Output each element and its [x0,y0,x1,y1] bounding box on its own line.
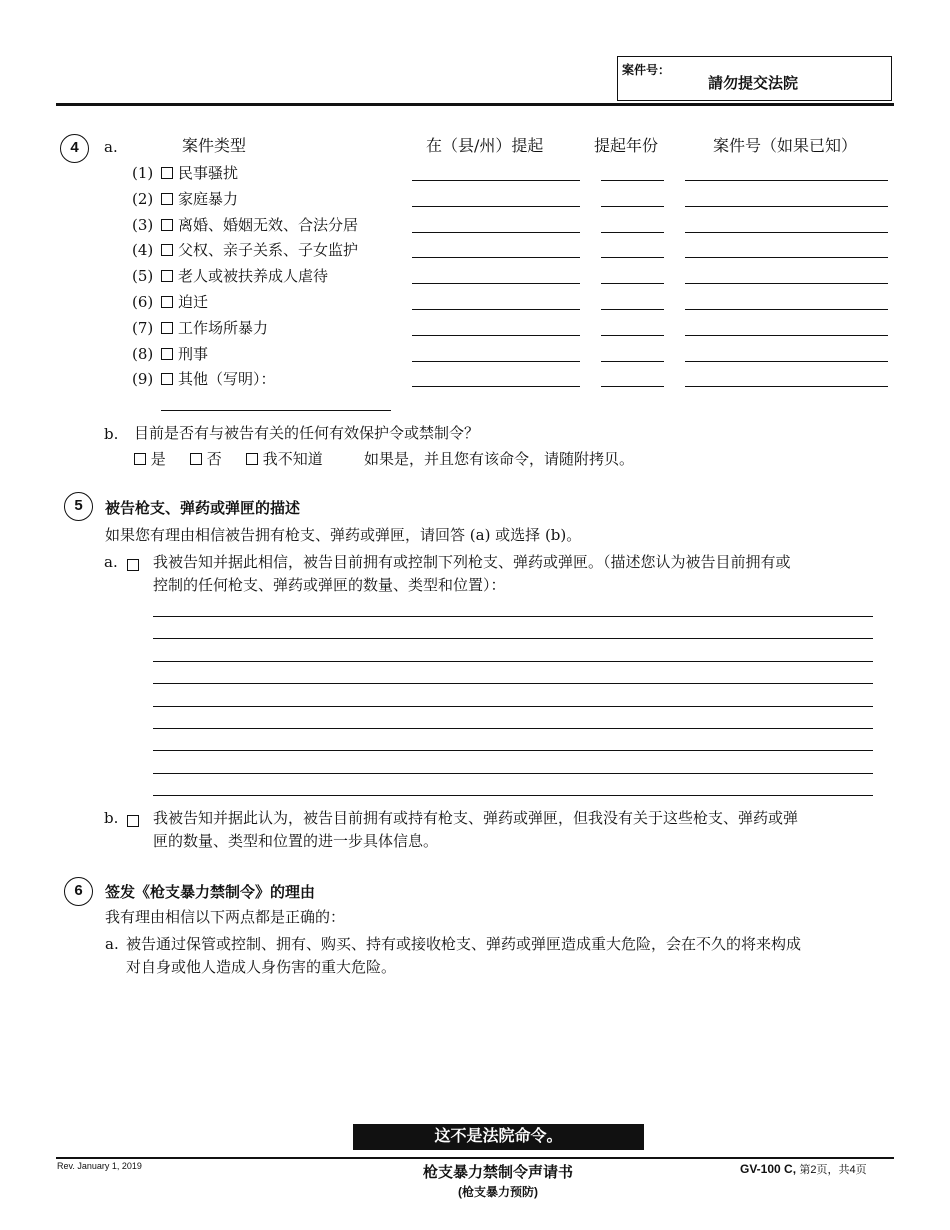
form-code-page [740,1161,867,1177]
section-5-intro: 如果您有理由相信被告拥有枪支、弹药或弹匣，请回答 (a) 或选择 (b)。 [105,526,582,544]
county-input-line[interactable] [412,309,580,310]
case-number-input-line[interactable] [685,232,888,233]
case-type-number: (2) [132,190,154,208]
year-input-line[interactable] [601,283,664,284]
case-type-number: (4) [132,241,154,259]
case-type-number: (3) [132,216,154,234]
case-type-label: 刑事 [178,345,209,363]
section-5a-checkbox[interactable] [127,555,139,574]
other-specify-line[interactable] [161,410,391,411]
column-case-type: 案件类型 [182,136,247,155]
section-5b-text-1: 我被告知并据此认为，被告目前拥有或持有枪支、弹药或弹匣，但我没有关于这些枪支、弹药或弹 [153,809,799,827]
county-input-line[interactable] [412,386,580,387]
case-type-number: (9) [132,370,154,388]
case-number-input-line[interactable] [685,206,888,207]
description-line[interactable] [153,706,873,707]
year-input-line[interactable] [601,206,664,207]
case-number-input-line[interactable] [685,283,888,284]
case-type-number: (7) [132,319,154,337]
case-type-label: 迫迁 [178,293,209,311]
section-6-number: 6 [64,877,93,906]
description-line[interactable] [153,683,873,684]
case-type-label: 离婚、婚姻无效、合法分居 [178,216,359,234]
section-6-intro: 我有理由相信以下两点都是正确的： [105,908,346,926]
case-type-checkbox[interactable] [161,193,173,205]
case-number-label: 案件号： [622,63,671,77]
form-title: 枪支暴力禁制令声请书 [422,1164,573,1181]
order-yes-checkbox[interactable] [134,453,146,465]
section-5a-label: a. [104,553,118,571]
form-subtitle: (枪支暴力预防) [458,1185,538,1199]
section-4-number: 4 [60,134,89,163]
case-type-label: 老人或被扶养成人虐待 [178,267,329,285]
description-line[interactable] [153,661,873,662]
description-line[interactable] [153,728,873,729]
case-number-input-line[interactable] [685,180,888,181]
case-type-label: 工作场所暴力 [178,319,269,337]
section-5a-text-1: 我被告知并据此相信，被告目前拥有或控制下列枪支、弹药或弹匣。（描述您认为被告目前拥有或 [153,553,791,571]
section-6a-text-1: 被告通过保管或控制、拥有、购买、持有或接收枪支、弹药或弹匣造成重大危险，会在不久的将来构成 [126,935,802,953]
case-type-option[interactable] [161,163,238,183]
case-type-label: 家庭暴力 [178,190,239,208]
year-input-line[interactable] [601,232,664,233]
county-input-line[interactable] [412,361,580,362]
order-yes-option[interactable] [134,449,166,469]
description-line[interactable] [153,795,873,796]
column-case-number: 案件号（如果已知） [713,136,858,155]
county-input-line[interactable] [412,180,580,181]
case-type-checkbox[interactable] [161,244,173,256]
header-rule [56,103,894,106]
order-yes-label: 是 [150,450,166,468]
case-number-input-line[interactable] [685,386,888,387]
case-number-input-line[interactable] [685,257,888,258]
order-no-option[interactable] [190,449,222,469]
county-input-line[interactable] [412,206,580,207]
case-type-label: 其他（写明）： [178,370,276,388]
order-unknown-checkbox[interactable] [246,453,258,465]
section-6-title: 签发《枪支暴力禁制令》的理由 [105,884,316,901]
section-5a-text-2: 控制的任何枪支、弹药或弹匣的数量、类型和位置）： [153,576,506,594]
order-no-label: 否 [206,450,222,468]
case-type-option[interactable] [161,344,208,364]
case-type-label: 父权、亲子关系、子女监护 [178,241,359,259]
description-line[interactable] [153,638,873,639]
section-6a-label: a. [105,935,119,953]
case-type-option[interactable] [161,369,276,389]
section-5-title: 被告枪支、弹药或弹匣的描述 [105,500,301,517]
column-county: 在（县/州）提起 [426,136,544,155]
case-type-number: (1) [132,164,154,182]
county-input-line[interactable] [412,283,580,284]
description-line[interactable] [153,616,873,617]
case-type-checkbox[interactable] [161,348,173,360]
case-type-label: 民事骚扰 [178,164,239,182]
case-type-number: (8) [132,345,154,363]
description-line[interactable] [153,773,873,774]
not-court-order-banner: 这不是法院命令。 [353,1124,644,1150]
case-type-checkbox[interactable] [161,219,173,231]
case-type-option[interactable] [161,189,238,209]
description-line[interactable] [153,750,873,751]
county-input-line[interactable] [412,335,580,336]
case-type-checkbox[interactable] [161,167,173,179]
year-input-line[interactable] [601,335,664,336]
section-6a-text-2: 对自身或他人造成人身伤害的重大危险。 [126,958,397,976]
year-input-line[interactable] [601,257,664,258]
footer-rule [56,1157,894,1159]
case-type-option[interactable] [161,240,358,260]
case-type-option[interactable] [161,318,268,338]
year-input-line[interactable] [601,180,664,181]
case-type-checkbox[interactable] [161,270,173,282]
case-type-checkbox[interactable] [161,373,173,385]
revision-date: Rev. January 1, 2019 [57,1161,142,1171]
section-5-number: 5 [64,492,93,521]
order-unknown-option[interactable] [246,449,323,469]
section-5b-text-2: 匣的数量、类型和位置的进一步具体信息。 [153,832,439,850]
page-info: 第2页，共4页 [799,1164,867,1176]
case-type-checkbox[interactable] [161,322,173,334]
case-type-number: (6) [132,293,154,311]
order-copy-note: 如果是，并且您有该命令，请随附拷贝。 [364,450,635,468]
year-input-line[interactable] [601,309,664,310]
year-input-line[interactable] [601,361,664,362]
case-type-number: (5) [132,267,154,285]
section-5b-checkbox[interactable] [127,811,139,830]
case-number-input-line[interactable] [685,361,888,362]
order-no-checkbox[interactable] [190,453,202,465]
case-type-option[interactable] [161,215,358,235]
section-4b-label: b. [104,425,119,443]
order-unknown-label: 我不知道 [262,450,323,468]
section-4b-question: 目前是否有与被告有关的任何有效保护令或禁制令？ [134,424,480,442]
county-input-line[interactable] [412,257,580,258]
county-input-line[interactable] [412,232,580,233]
case-type-checkbox[interactable] [161,296,173,308]
case-type-option[interactable] [161,266,328,286]
case-number-value: 請勿提交法院 [708,75,799,92]
section-4a-label: a. [104,138,118,156]
form-code: GV-100 C, [740,1162,797,1176]
case-number-box [617,56,892,101]
case-type-option[interactable] [161,292,208,312]
case-number-input-line[interactable] [685,309,888,310]
case-number-input-line[interactable] [685,335,888,336]
column-year: 提起年份 [594,136,659,155]
section-5b-label: b. [104,809,119,827]
year-input-line[interactable] [601,386,664,387]
